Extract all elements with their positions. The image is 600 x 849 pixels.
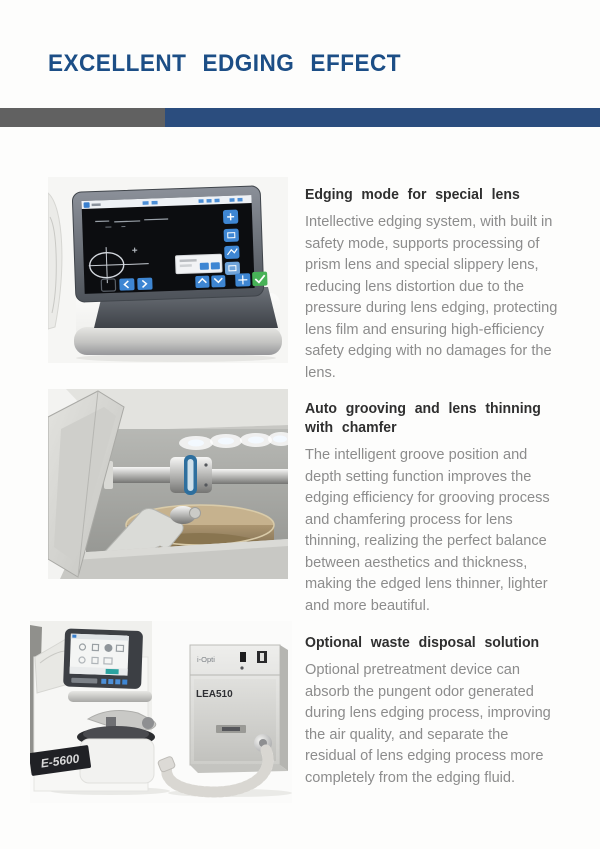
section-body: Intellective edging system, with built in safety mode, supports processing of prism lens and special slippery lens, reducing lens distortion due to the pressure during lens edging, protecting lens film and ensuring high-efficiency safety edging with no damages for the lens. <box>305 214 558 381</box>
divider-gray-segment <box>0 108 165 127</box>
section-waste-disposal <box>305 634 561 789</box>
section-divider-bar <box>0 108 600 127</box>
waste-box-model-label: LEA510 <box>196 689 233 700</box>
section-edging-mode <box>305 186 561 384</box>
section-heading: Auto grooving and lens thinning with chamfer <box>305 401 541 436</box>
section-heading: Edging mode for special lens <box>305 187 520 203</box>
section-body: Optional pretreatment device can absorb the pungent odor generated during lens edging process, improving the air quality, and separate the residual of lens edging process more completely from the edging fluid. <box>305 662 551 786</box>
page-title: EXCELLENT EDGING EFFECT <box>48 50 401 77</box>
divider-blue-segment <box>165 108 600 127</box>
section-body: The intelligent groove position and depth setting function improves the edging efficiency for grooving process and chamfering process for lens thinning, realizing the perfect balance between aesthetics and thickness, making the edged lens thinner, lighter and more beautiful. <box>305 447 550 614</box>
section-auto-grooving <box>305 400 561 617</box>
edger-touchscreen-photo <box>48 177 288 363</box>
waste-disposal-devices-photo <box>30 621 292 803</box>
grooving-chamber-photo <box>48 389 288 579</box>
waste-box-brand-label: i-Opti <box>197 655 215 664</box>
section-heading: Optional waste disposal solution <box>305 635 540 651</box>
blocker-model-label: E-5600 <box>39 751 81 771</box>
